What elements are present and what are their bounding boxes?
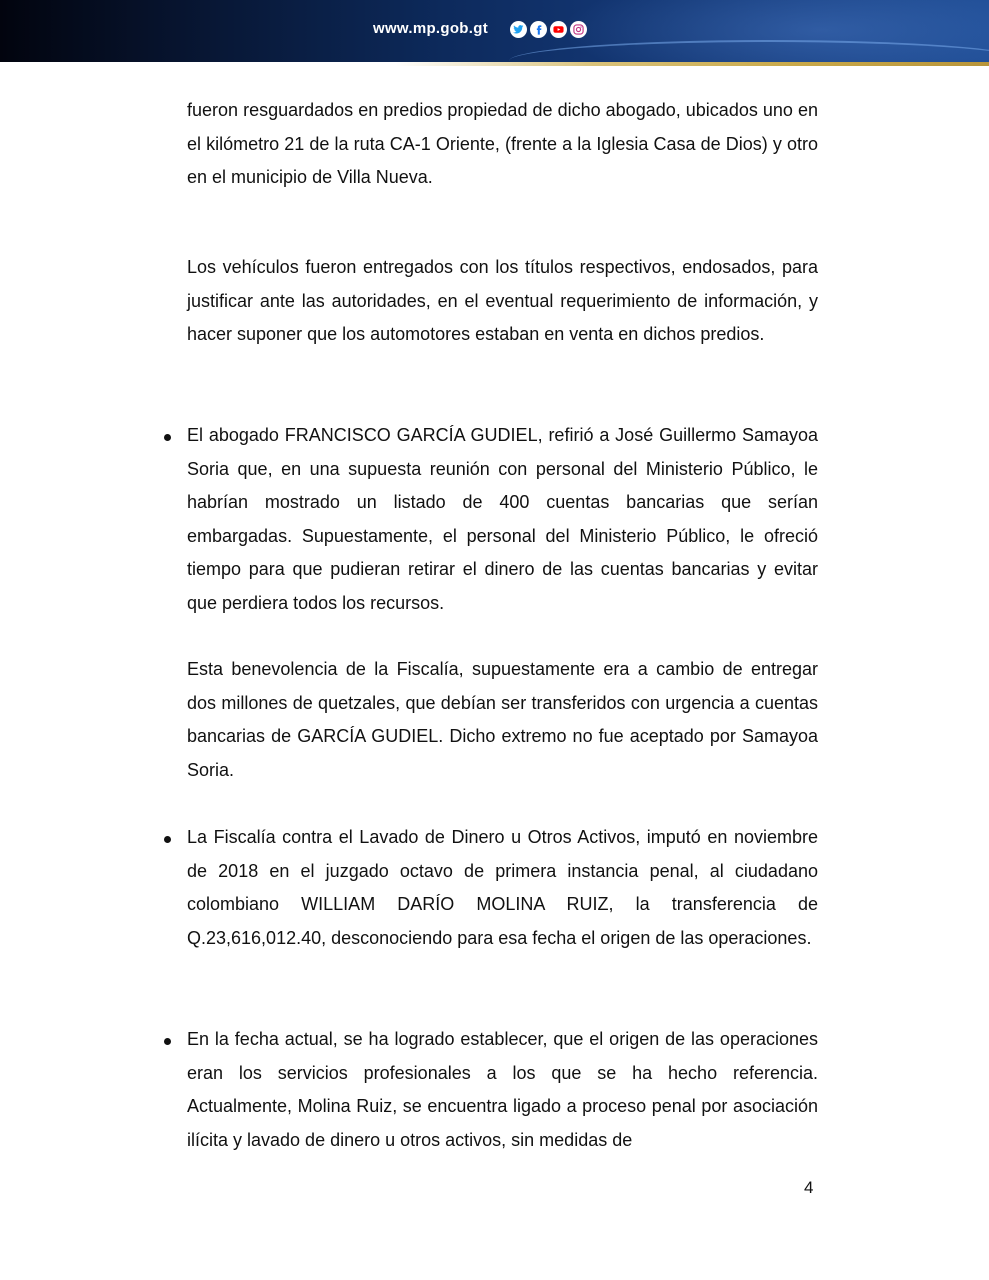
bullet-marker — [164, 434, 171, 441]
page-number: 4 — [804, 1178, 814, 1197]
bullet-marker — [164, 836, 171, 843]
bullet-paragraph-3: En la fecha actual, se ha logrado establecer, que el origen de las operaciones eran los servicios profesionales a los que se ha hecho referencia. Actualmente, Molina Ruiz, se encuentra ligado a proceso penal por asociación ilícita y lavado de dinero u otros activos, sin medidas de — [187, 1029, 818, 1150]
bullet-marker — [164, 1038, 171, 1045]
bullet-paragraph-1: El abogado FRANCISCO GARCÍA GUDIEL, refirió a José Guillermo Samayoa Soria que, en una supuesta reunión con personal del Ministerio Público, le habrían mostrado un listado de 400 cuentas bancarias que serían embargadas. Supuestamente, el personal del Ministerio Público, le ofreció tiempo para que pudieran retirar el dinero de las cuentas bancarias y evitar que perdiera todos los recursos. — [187, 425, 818, 613]
paragraph-1: fueron resguardados en predios propiedad de dicho abogado, ubicados uno en el kilómetro 21 de la ruta CA-1 Oriente, (frente a la Iglesia Casa de Dios) y otro en el municipio de Villa Nueva. — [187, 100, 818, 187]
paragraph-3: Esta benevolencia de la Fiscalía, supuestamente era a cambio de entregar dos millones de quetzales, que debían ser transferidos con urgencia a cuentas bancarias de GARCÍA GUDIEL. Dicho extremo no fue aceptado por Samayoa Soria. — [187, 659, 818, 780]
paragraph-2: Los vehículos fueron entregados con los títulos respectivos, endosados, para justificar ante las autoridades, en el eventual requerimiento de información, y hacer suponer que los automotores estaban en venta en dichos predios. — [187, 257, 818, 344]
bullet-paragraph-2: La Fiscalía contra el Lavado de Dinero u Otros Activos, imputó en noviembre de 2018 en el juzgado octavo de primera instancia penal, al ciudadano colombiano WILLIAM DARÍO MOLINA RUIZ, la transferencia de Q.23,616,012.40, desconociendo para esa fecha el origen de las operaciones. — [187, 827, 818, 948]
site-url[interactable]: www.mp.gob.gt — [373, 20, 488, 37]
